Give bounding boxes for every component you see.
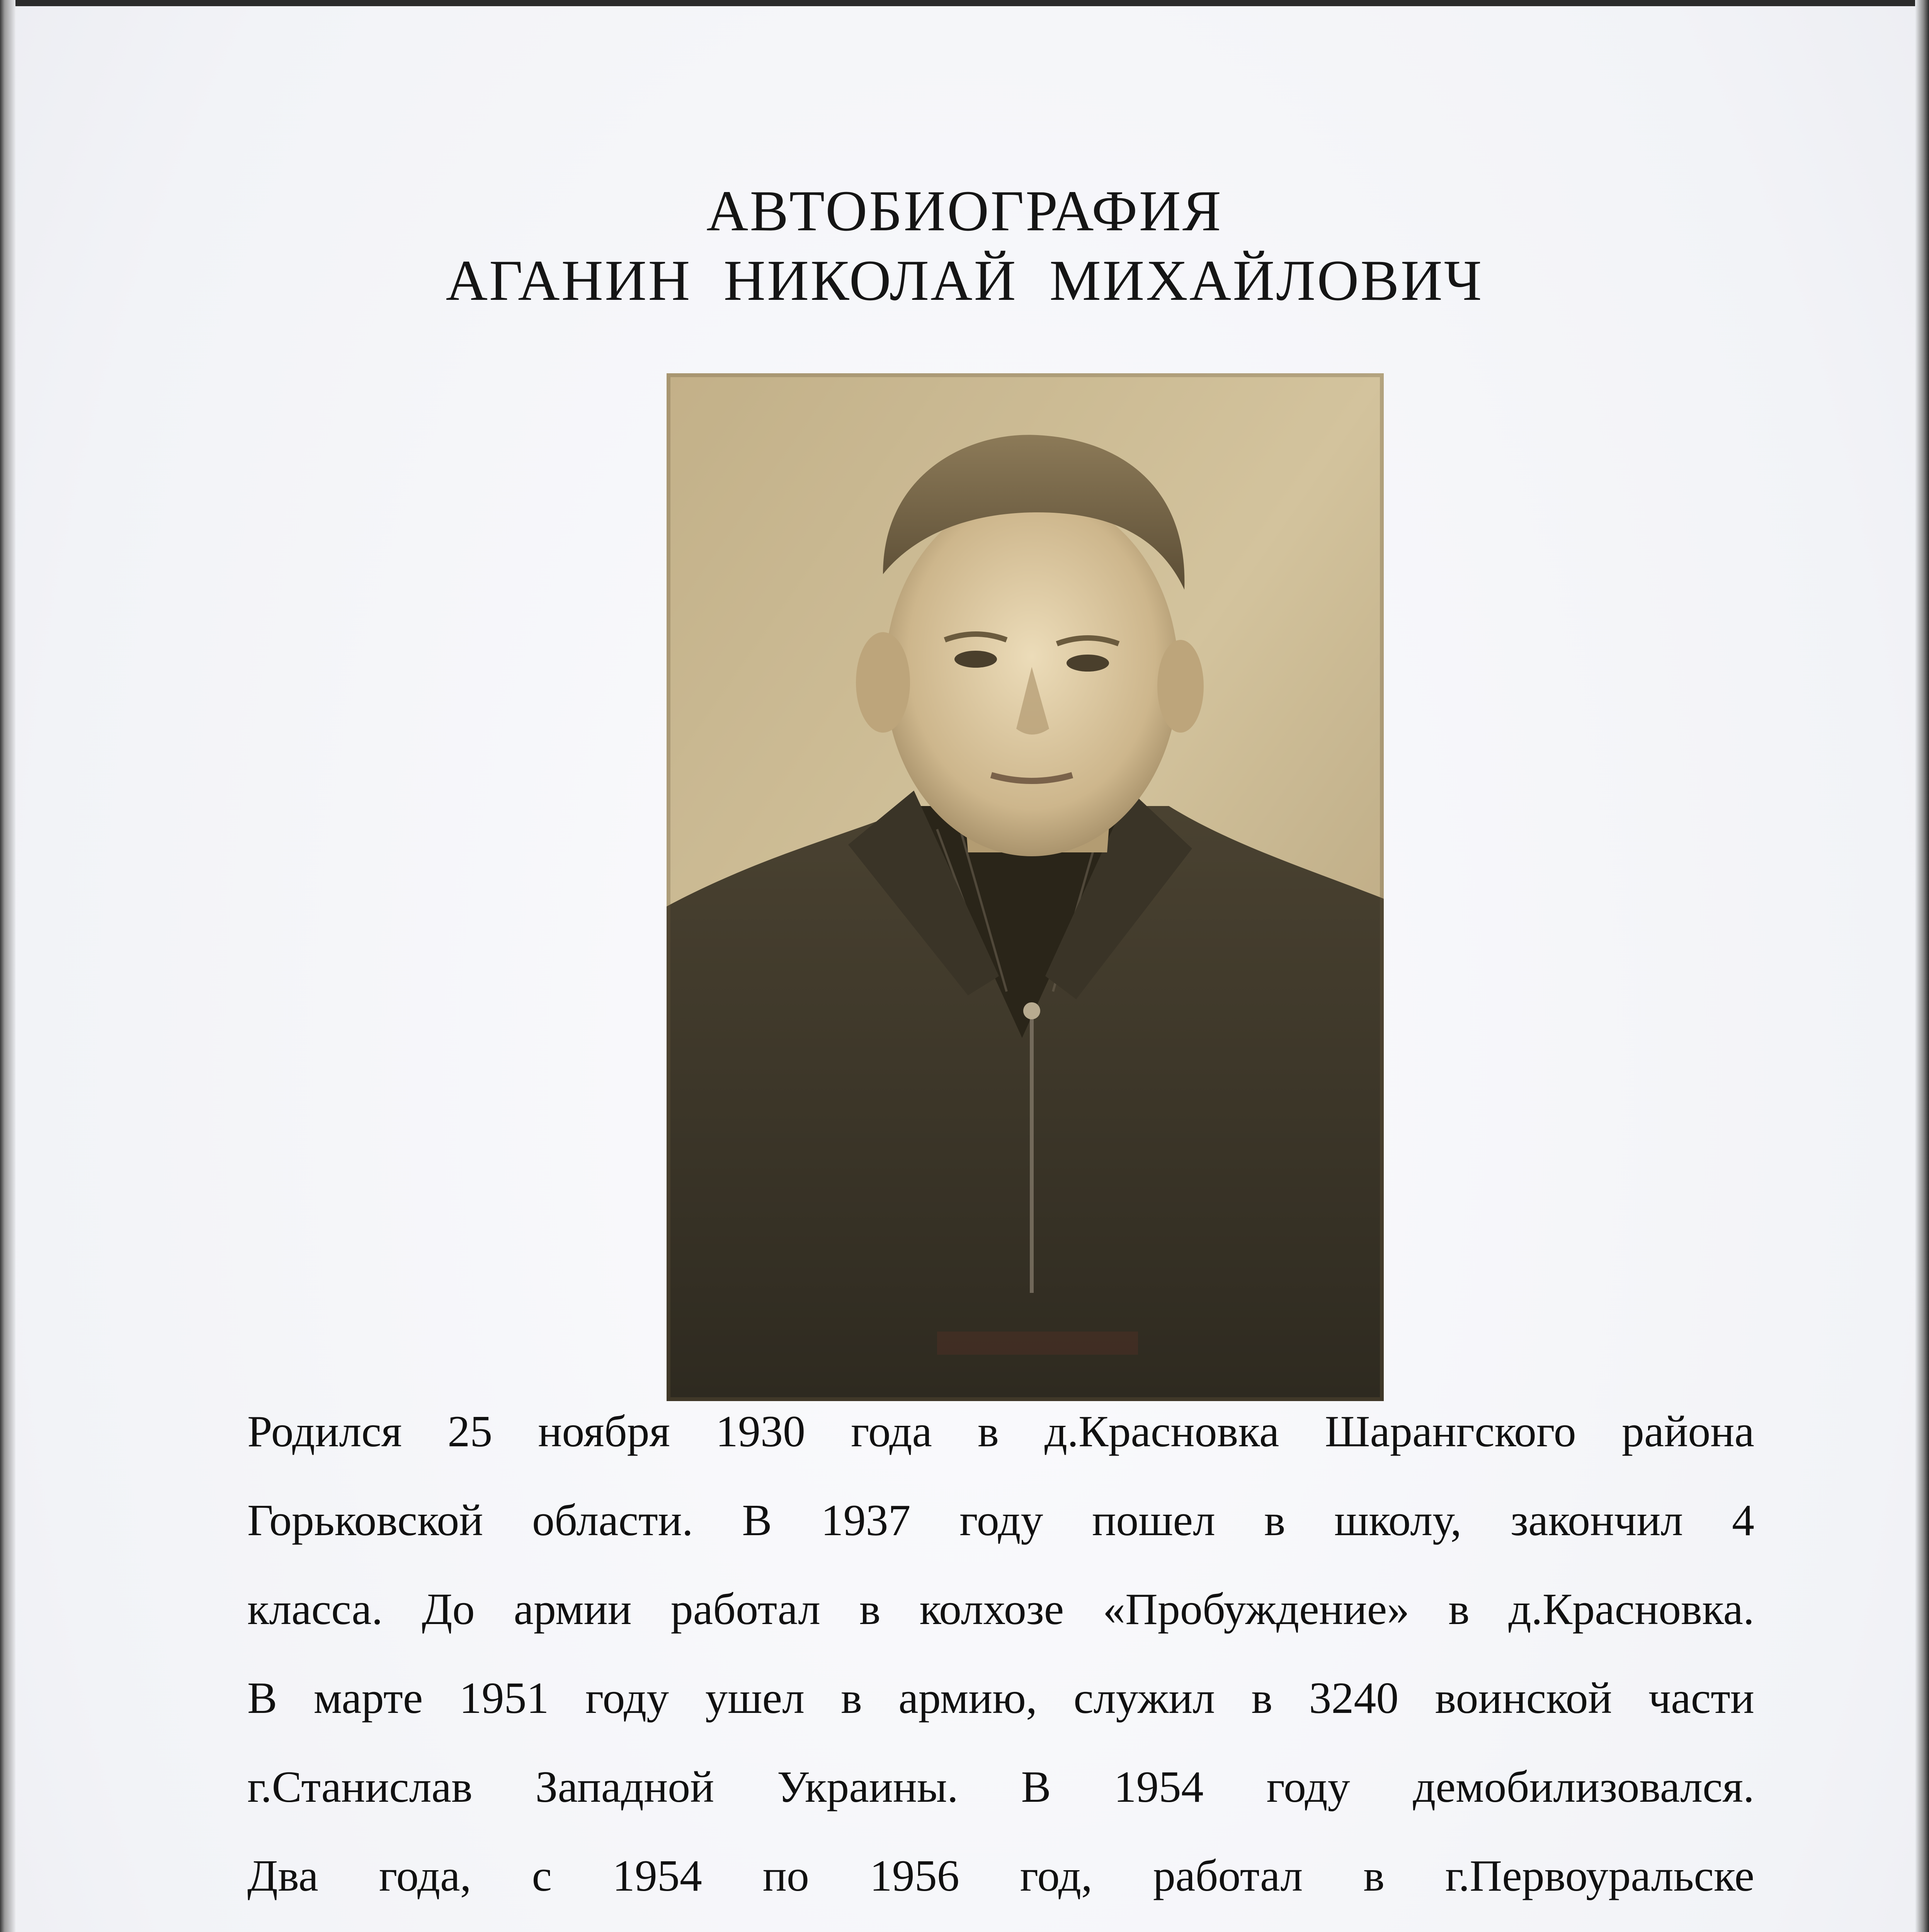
text-line: Родился 25 ноября 1930 года в д.Красновка Шарангского района [247, 1407, 1754, 1456]
document-title: АВТОБИОГРАФИЯ [706, 179, 1223, 243]
person-name: АГАНИН НИКОЛАЙ МИХАЙЛОВИЧ [446, 248, 1483, 313]
text-line: Два года, с 1954 по 1956 год, работал в г.Первоуральске [247, 1851, 1754, 1901]
text-line [247, 1920, 1754, 1932]
portrait-photo [667, 373, 1384, 1401]
biography-text [247, 1387, 1754, 1932]
text-line: В марте 1951 году ушел в армию, служил в 3240 воинской части [247, 1673, 1754, 1723]
photo-stamp-mark [937, 1332, 1138, 1355]
text-line: класса. До армии работал в колхозе «Пробуждение» в д.Красновка. [247, 1585, 1754, 1634]
photo-eye-left [954, 651, 997, 668]
photo-eye-right [1067, 655, 1109, 672]
text-line: Горьковской области. В 1937 году пошел в школу, закончил 4 [247, 1496, 1754, 1545]
scan-edge-top [0, 0, 1929, 6]
text-line: г.Станислав Западной Украины. В 1954 году демобилизовался. [247, 1762, 1754, 1812]
